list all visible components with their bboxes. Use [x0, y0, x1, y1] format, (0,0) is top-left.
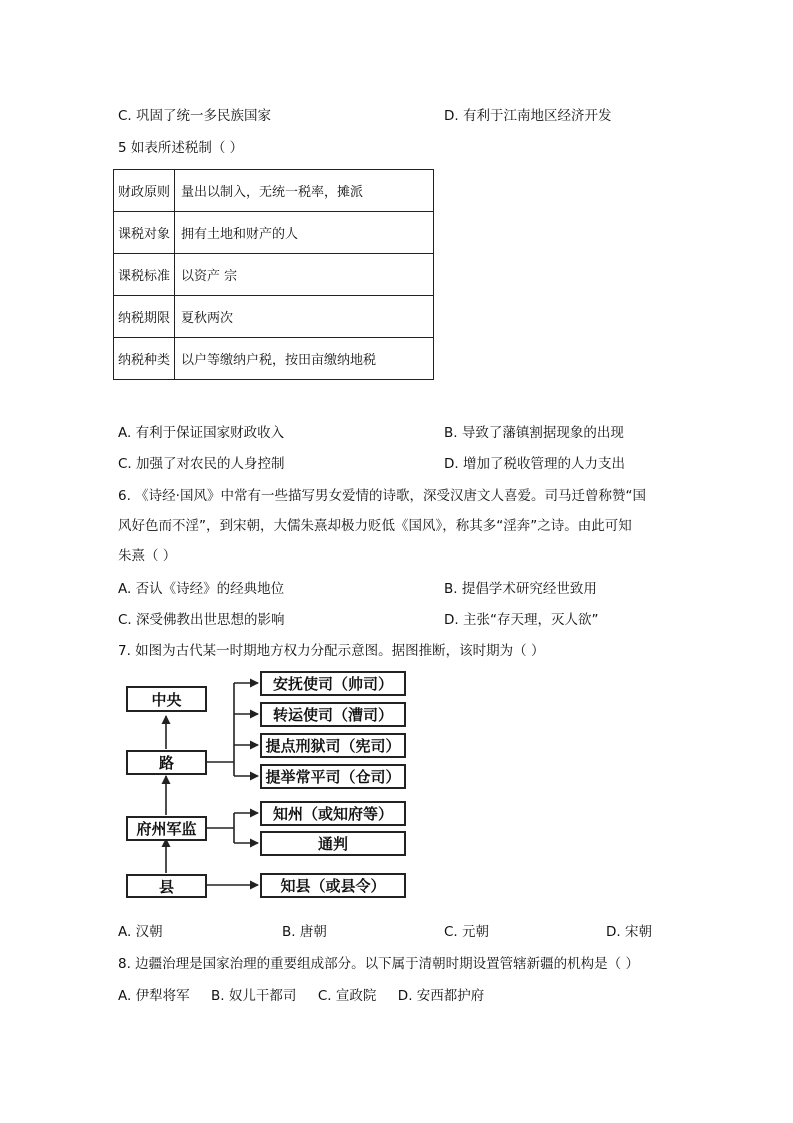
q5-option-d: D. 增加了税收管理的人力支出: [444, 456, 625, 472]
table-key: 纳税种类: [114, 338, 175, 380]
table-value: 量出以制入，无统一税率，摊派: [175, 170, 434, 212]
zhixian-box: 知县（或县令）: [260, 873, 406, 898]
table-key: 纳税期限: [114, 296, 175, 338]
q6-stem-line1: 6. 《诗经·国风》中常有一些描写男女爱情的诗歌，深受汉唐文人喜爱。司马迁曾称赞“国: [118, 488, 646, 504]
q7-option-d: D. 宋朝: [606, 924, 652, 940]
tongpan-box: 通判: [260, 831, 406, 856]
xian-box: 县: [126, 874, 207, 898]
q7-option-a: A. 汉朝: [118, 924, 163, 940]
q6-option-a: A. 否认《诗经》的经典地位: [118, 581, 285, 597]
lu-box: 路: [126, 750, 207, 775]
q7-option-b: B. 唐朝: [282, 924, 327, 940]
q6-option-b: B. 提倡学术研究经世致用: [444, 581, 597, 597]
table-value: 拥有土地和财产的人: [175, 212, 434, 254]
q6-option-d: D. 主张“存天理，灭人欲”: [444, 612, 599, 628]
q7-stem: 7. 如图为古代某一时期地方权力分配示意图。据图推断，该时期为（ ）: [118, 643, 545, 659]
table-key: 课税标准: [114, 254, 175, 296]
zhizhou-box: 知州（或知府等）: [260, 801, 406, 826]
table-key: 财政原则: [114, 170, 175, 212]
q5-option-a: A. 有利于保证国家财政收入: [118, 425, 285, 441]
table-value: 以户等缴纳户税，按田亩缴纳地税: [175, 338, 434, 380]
q8-options: A. 伊犁将军 B. 奴儿干都司 C. 宣政院 D. 安西都护府: [118, 988, 485, 1004]
q4-option-c: C. 巩固了统一多民族国家: [118, 108, 272, 124]
q5-option-b: B. 导致了藩镇割据现象的出现: [444, 425, 624, 441]
zhongyang-box: 中央: [126, 686, 207, 712]
q7-option-c: C. 元朝: [444, 924, 490, 940]
q6-option-c: C. 深受佛教出世思想的影响: [118, 612, 285, 628]
tidianxingyusi-box: 提点刑狱司（宪司）: [260, 733, 406, 758]
tijuchangpingsi-box: 提举常平司（仓司）: [260, 764, 406, 789]
anfushisi-box: 安抚使司（帅司）: [260, 671, 406, 696]
q4-option-d: D. 有利于江南地区经济开发: [444, 108, 612, 124]
table-key: 课税对象: [114, 212, 175, 254]
q8-stem: 8. 边疆治理是国家治理的重要组成部分。以下属于清朝时期设置管辖新疆的机构是（ ）: [118, 956, 639, 972]
q6-stem-line2: 风好色而不淫”，到宋朝，大儒朱熹却极力贬低《国风》，称其多“淫奔”之诗。由此可知: [118, 518, 632, 534]
q6-stem-line3: 朱熹（ ）: [118, 548, 177, 564]
q5-stem: 5 如表所述税制（ ）: [118, 140, 244, 156]
fuzhoujunjian-box: 府州军监: [126, 816, 207, 841]
table-value: 以资产 宗: [175, 254, 434, 296]
q5-option-c: C. 加强了对农民的人身控制: [118, 456, 285, 472]
table-value: 夏秋两次: [175, 296, 434, 338]
zhuanyunshisi-box: 转运使司（漕司）: [260, 702, 406, 727]
